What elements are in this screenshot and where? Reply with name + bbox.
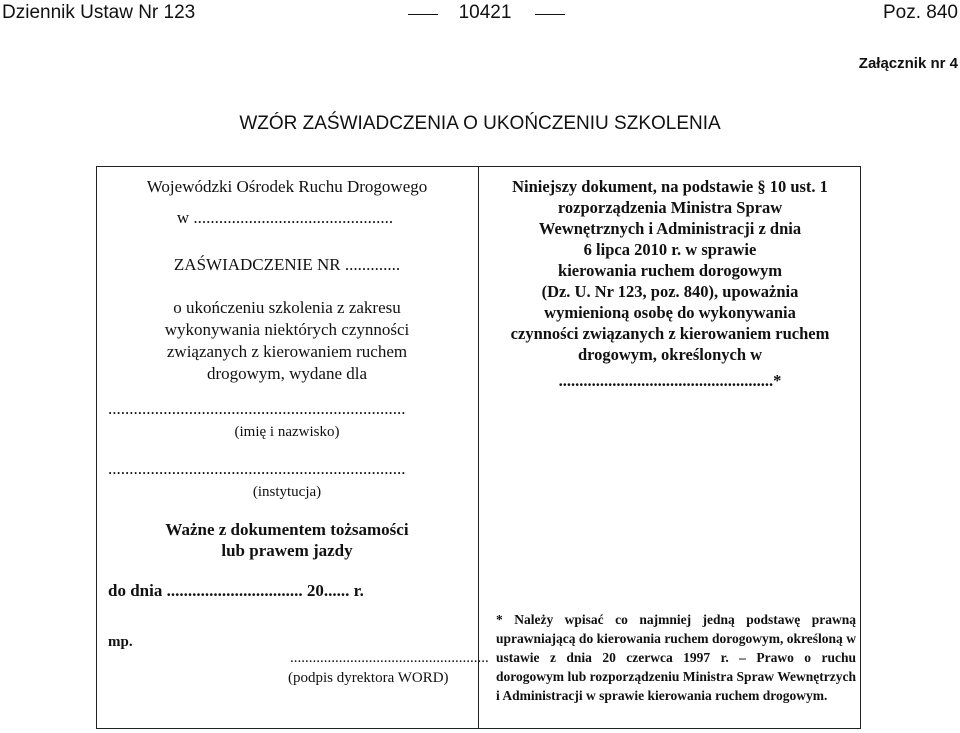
certificate-description-3: związanych z kierowaniem ruchem [166, 342, 408, 361]
institution-field-label: (instytucja) [252, 484, 322, 500]
training-center-name: Wojewódzki Ośrodek Ruchu Drogowego [146, 177, 428, 196]
page-header [0, 0, 960, 30]
validity-note-2: lub prawem jazdy [221, 541, 353, 560]
legal-basis-line-3: Wewnętrznych i Administracji z dnia [538, 219, 802, 238]
footnote: * Należy wpisać co najmniej jedną podstawę prawną uprawniającą do kierowania ruchem dorogowym, określoną w ustawie z dnia 20 czerwca 1997 r. – Prawo o ruchu dorogowym lub rozporządzeniu Ministra Spraw Wewnętrzych i Administracji w sprawie kierowania ruchem drogowym. [496, 612, 856, 703]
legal-basis-line-2: rozporządzenia Ministra Spraw [557, 198, 783, 217]
certificate-number: ZAŚWIADCZENIE NR ............. [173, 255, 401, 274]
annex-label: Załącznik nr 4 [858, 55, 958, 72]
signature-label: (podpis dyrektora WORD) [288, 670, 449, 686]
signature-line: ..................................................... [290, 650, 489, 666]
institution-field-line: ...................................................................... [108, 459, 406, 478]
validity-note-1: Ważne z dokumentem tożsamości [165, 520, 409, 539]
page-number: 10421 [458, 2, 512, 23]
legal-basis-line-5: kierowania ruchem dorogowym [558, 261, 782, 280]
position-number: Poz. 840 [883, 2, 958, 23]
frame-divider [478, 166, 479, 729]
legal-basis-line-9: drogowym, określonych w [577, 345, 763, 364]
training-center-location: w ............................................... [176, 208, 394, 227]
legal-basis-field-line: ....................................................* [558, 371, 782, 390]
legal-basis-line-8: czynności związanych z kierowaniem ruchem [510, 324, 830, 343]
stamp-placeholder: mp. [108, 634, 133, 650]
legal-basis-line-1: Niniejszy dokument, na podstawie § 10 ust. 1 [512, 177, 828, 196]
document-title: WZÓR ZAŚWIADCZENIA O UKOŃCZENIU SZKOLENIA [239, 113, 721, 134]
legal-basis-line-6: (Dz. U. Nr 123, poz. 840), upoważnia [541, 282, 799, 301]
journal-name: Dziennik Ustaw Nr 123 [2, 2, 196, 23]
valid-until: do dnia ................................ 20...... r. [108, 581, 364, 600]
legal-basis-line-4: 6 lipca 2010 r. w sprawie [583, 240, 757, 259]
name-field-line: ...................................................................... [108, 399, 406, 418]
certificate-description-2: wykonywania niektórych czynności [164, 320, 410, 339]
header-dash-right [535, 14, 565, 15]
legal-basis-line-7: wymienioną osobę do wykonywania [544, 303, 796, 322]
certificate-description-4: drogowym, wydane dla [206, 364, 368, 383]
name-field-label: (imię i nazwisko) [234, 424, 340, 440]
certificate-description-1: o ukończeniu szkolenia z zakresu [173, 298, 401, 317]
